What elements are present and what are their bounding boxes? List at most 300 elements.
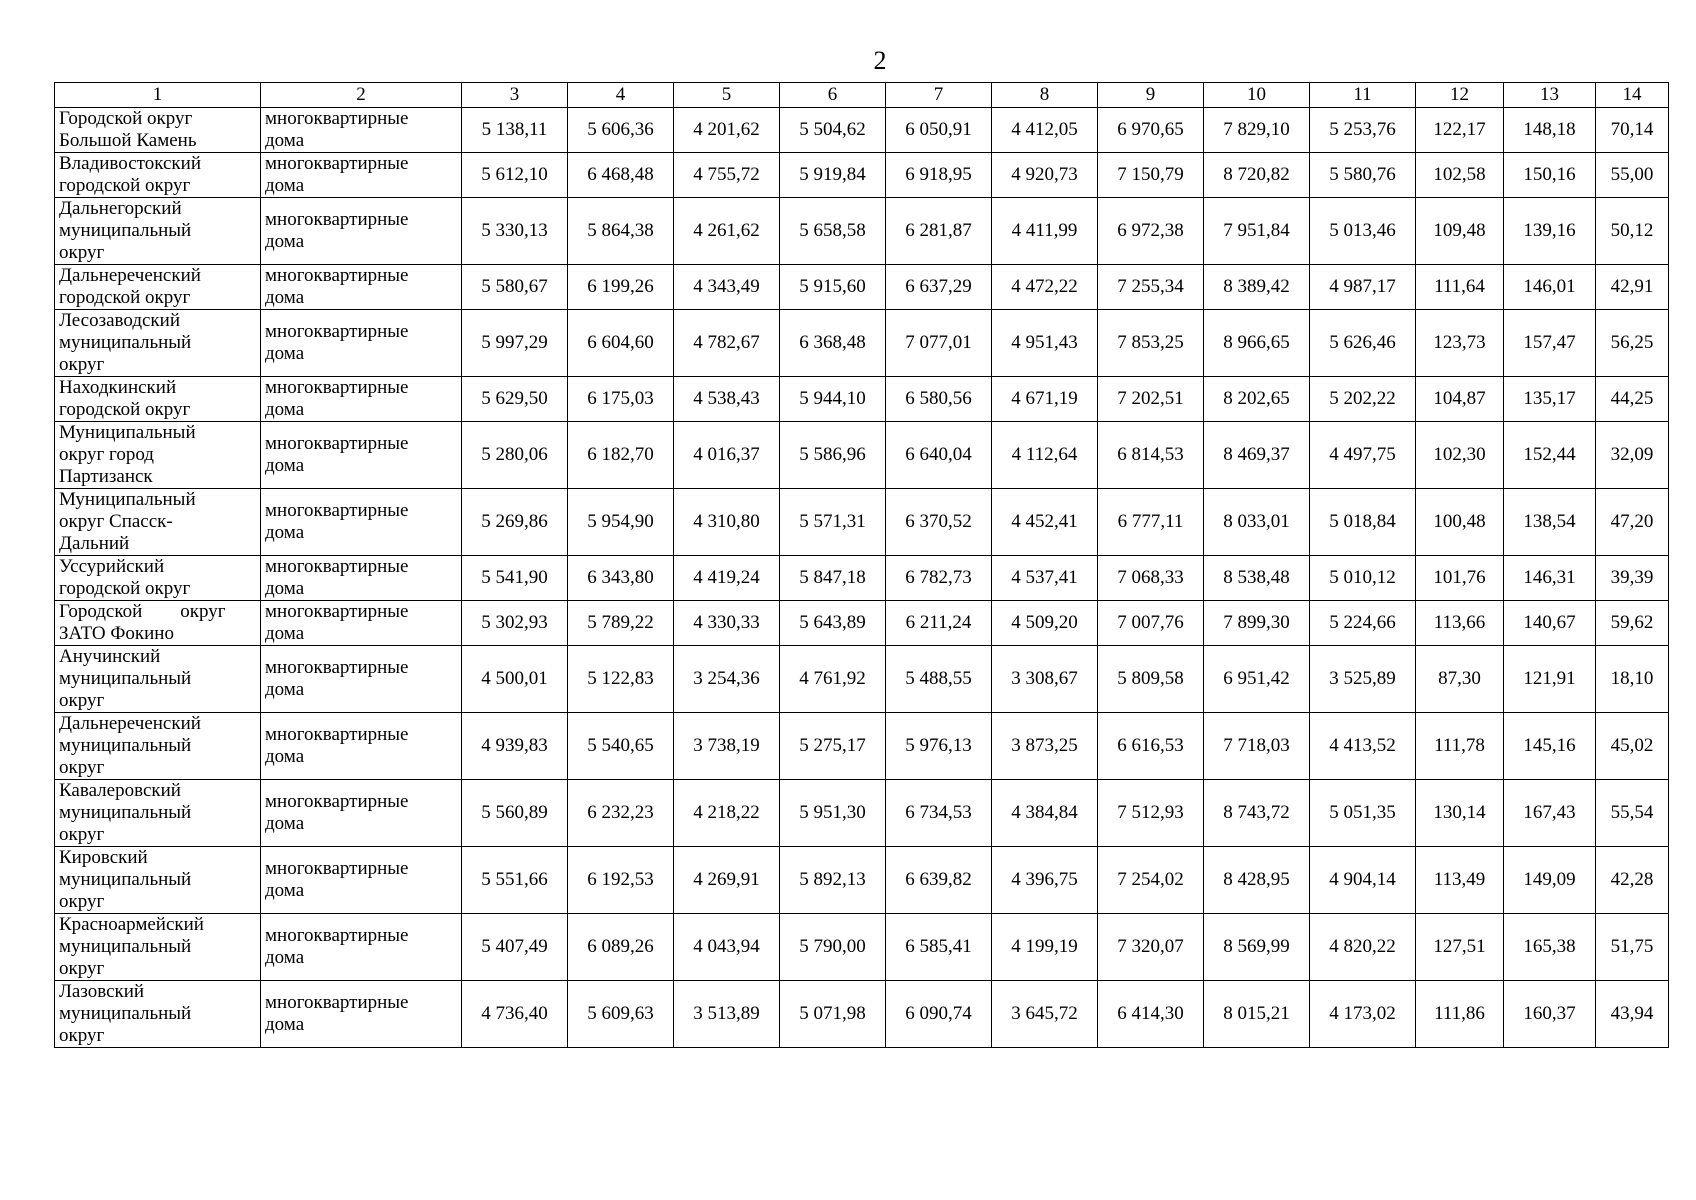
housing-type-line: дома — [265, 522, 305, 543]
housing-type-line: дома — [265, 231, 305, 252]
value-cell: 5 571,31 — [780, 489, 886, 556]
value-cell: 4 472,22 — [992, 265, 1098, 310]
value-cell: 4 343,49 — [674, 265, 780, 310]
value-cell: 5 658,58 — [780, 198, 886, 265]
value-cell: 5 138,11 — [462, 108, 568, 153]
value-cell: 3 513,89 — [674, 981, 780, 1048]
column-number-header: 7 — [886, 83, 992, 108]
municipality-name-line: муниципальный — [59, 802, 192, 823]
header-row — [55, 83, 1669, 108]
value-cell: 8 469,37 — [1204, 422, 1310, 489]
value-cell: 7 077,01 — [886, 310, 992, 377]
value-cell: 8 720,82 — [1204, 153, 1310, 198]
value-cell: 100,48 — [1416, 489, 1504, 556]
value-cell: 6 211,24 — [886, 601, 992, 646]
value-cell: 5 629,50 — [462, 377, 568, 422]
value-cell: 5 224,66 — [1310, 601, 1416, 646]
value-cell: 8 428,95 — [1204, 847, 1310, 914]
column-number-header: 3 — [462, 83, 568, 108]
municipality-name-line: Большой Камень — [59, 130, 197, 151]
municipality-name-line: Городской округ — [59, 601, 226, 622]
value-cell: 56,25 — [1596, 310, 1669, 377]
value-cell: 50,12 — [1596, 198, 1669, 265]
municipality-name-line: городской округ — [59, 399, 191, 420]
municipality-name-line: муниципальный — [59, 668, 192, 689]
housing-type — [261, 713, 462, 780]
municipality-name-line: Городской округ — [59, 108, 193, 129]
value-cell: 113,66 — [1416, 601, 1504, 646]
value-cell: 4 500,01 — [462, 646, 568, 713]
municipality-name-line: муниципальный — [59, 735, 192, 756]
value-cell: 8 569,99 — [1204, 914, 1310, 981]
municipality-name-line: Находкинский — [59, 377, 177, 398]
municipality-name-line: Владивостокский — [59, 153, 201, 174]
housing-type-line: дома — [265, 343, 305, 364]
value-cell: 18,10 — [1596, 646, 1669, 713]
column-number-header: 4 — [568, 83, 674, 108]
value-cell: 6 050,91 — [886, 108, 992, 153]
value-cell: 5 643,89 — [780, 601, 886, 646]
value-cell: 5 540,65 — [568, 713, 674, 780]
value-cell: 167,43 — [1504, 780, 1596, 847]
municipality-name — [55, 422, 261, 489]
column-number-header: 1 — [55, 83, 261, 108]
housing-type — [261, 422, 462, 489]
value-cell: 6 090,74 — [886, 981, 992, 1048]
value-cell: 5 253,76 — [1310, 108, 1416, 153]
housing-type — [261, 556, 462, 601]
value-cell: 6 970,65 — [1098, 108, 1204, 153]
value-cell: 7 007,76 — [1098, 601, 1204, 646]
value-cell: 45,02 — [1596, 713, 1669, 780]
housing-type-line: дома — [265, 813, 305, 834]
housing-type-line: многоквартирные — [265, 265, 409, 286]
municipality-name — [55, 153, 261, 198]
value-cell: 6 734,53 — [886, 780, 992, 847]
value-cell: 5 580,76 — [1310, 153, 1416, 198]
municipality-name-line: округ — [59, 1025, 105, 1046]
value-cell: 5 864,38 — [568, 198, 674, 265]
value-cell: 3 645,72 — [992, 981, 1098, 1048]
municipality-name — [55, 646, 261, 713]
municipality-name-line: округ город — [59, 444, 154, 465]
municipality-name-line: Дальнереченский — [59, 265, 201, 286]
value-cell: 5 809,58 — [1098, 646, 1204, 713]
housing-type — [261, 914, 462, 981]
housing-type-line: дома — [265, 175, 305, 196]
value-cell: 47,20 — [1596, 489, 1669, 556]
value-cell: 3 308,67 — [992, 646, 1098, 713]
value-cell: 4 384,84 — [992, 780, 1098, 847]
municipality-name — [55, 601, 261, 646]
value-cell: 6 639,82 — [886, 847, 992, 914]
municipality-name-line: муниципальный — [59, 936, 192, 957]
housing-type — [261, 265, 462, 310]
municipality-name — [55, 713, 261, 780]
value-cell: 4 396,75 — [992, 847, 1098, 914]
housing-type-line: многоквартирные — [265, 556, 409, 577]
housing-type-line: дома — [265, 623, 305, 644]
value-cell: 7 718,03 — [1204, 713, 1310, 780]
value-cell: 4 497,75 — [1310, 422, 1416, 489]
value-cell: 152,44 — [1504, 422, 1596, 489]
housing-type — [261, 377, 462, 422]
housing-type-line: дома — [265, 679, 305, 700]
value-cell: 5 951,30 — [780, 780, 886, 847]
table-row — [55, 914, 1669, 981]
value-cell: 4 411,99 — [992, 198, 1098, 265]
value-cell: 5 944,10 — [780, 377, 886, 422]
value-cell: 6 585,41 — [886, 914, 992, 981]
value-cell: 6 918,95 — [886, 153, 992, 198]
column-number-header: 10 — [1204, 83, 1310, 108]
value-cell: 139,16 — [1504, 198, 1596, 265]
column-number-header: 14 — [1596, 83, 1669, 108]
value-cell: 4 112,64 — [992, 422, 1098, 489]
housing-type-line: дома — [265, 880, 305, 901]
value-cell: 160,37 — [1504, 981, 1596, 1048]
value-cell: 5 892,13 — [780, 847, 886, 914]
value-cell: 5 407,49 — [462, 914, 568, 981]
value-cell: 87,30 — [1416, 646, 1504, 713]
value-cell: 8 538,48 — [1204, 556, 1310, 601]
housing-type — [261, 310, 462, 377]
value-cell: 5 606,36 — [568, 108, 674, 153]
value-cell: 5 504,62 — [780, 108, 886, 153]
value-cell: 6 468,48 — [568, 153, 674, 198]
value-cell: 39,39 — [1596, 556, 1669, 601]
municipality-name-line: муниципальный — [59, 869, 192, 890]
column-number-header: 12 — [1416, 83, 1504, 108]
housing-type-line: дома — [265, 287, 305, 308]
value-cell: 4 509,20 — [992, 601, 1098, 646]
value-cell: 101,76 — [1416, 556, 1504, 601]
value-cell: 6 175,03 — [568, 377, 674, 422]
municipality-name — [55, 556, 261, 601]
value-cell: 5 330,13 — [462, 198, 568, 265]
value-cell: 5 051,35 — [1310, 780, 1416, 847]
value-cell: 55,00 — [1596, 153, 1669, 198]
value-cell: 140,67 — [1504, 601, 1596, 646]
value-cell: 3 873,25 — [992, 713, 1098, 780]
value-cell: 146,31 — [1504, 556, 1596, 601]
value-cell: 7 068,33 — [1098, 556, 1204, 601]
value-cell: 5 302,93 — [462, 601, 568, 646]
value-cell: 4 199,19 — [992, 914, 1098, 981]
municipality-name — [55, 377, 261, 422]
value-cell: 6 580,56 — [886, 377, 992, 422]
municipality-name-line: округ — [59, 824, 105, 845]
housing-type-line: многоквартирные — [265, 321, 409, 342]
value-cell: 6 414,30 — [1098, 981, 1204, 1048]
value-cell: 122,17 — [1416, 108, 1504, 153]
housing-type-line: многоквартирные — [265, 153, 409, 174]
housing-type-line: многоквартирные — [265, 657, 409, 678]
table-row — [55, 601, 1669, 646]
value-cell: 4 951,43 — [992, 310, 1098, 377]
value-cell: 121,91 — [1504, 646, 1596, 713]
municipality-name-line: округ — [59, 757, 105, 778]
value-cell: 5 488,55 — [886, 646, 992, 713]
municipality-name-line: муниципальный — [59, 332, 192, 353]
housing-type — [261, 601, 462, 646]
value-cell: 43,94 — [1596, 981, 1669, 1048]
table-row — [55, 310, 1669, 377]
municipality-name — [55, 265, 261, 310]
value-cell: 6 089,26 — [568, 914, 674, 981]
municipality-name — [55, 198, 261, 265]
value-cell: 4 269,91 — [674, 847, 780, 914]
value-cell: 148,18 — [1504, 108, 1596, 153]
value-cell: 8 202,65 — [1204, 377, 1310, 422]
table-row — [55, 713, 1669, 780]
municipality-name-line: городской округ — [59, 578, 191, 599]
value-cell: 6 814,53 — [1098, 422, 1204, 489]
value-cell: 7 951,84 — [1204, 198, 1310, 265]
municipality-name — [55, 847, 261, 914]
value-cell: 8 743,72 — [1204, 780, 1310, 847]
value-cell: 4 043,94 — [674, 914, 780, 981]
value-cell: 42,91 — [1596, 265, 1669, 310]
value-cell: 6 370,52 — [886, 489, 992, 556]
value-cell: 165,38 — [1504, 914, 1596, 981]
housing-type — [261, 646, 462, 713]
value-cell: 59,62 — [1596, 601, 1669, 646]
table-row — [55, 265, 1669, 310]
tariff-table — [54, 82, 1669, 1048]
column-number-header: 5 — [674, 83, 780, 108]
housing-type — [261, 847, 462, 914]
value-cell: 6 192,53 — [568, 847, 674, 914]
housing-type-line: дома — [265, 455, 305, 476]
value-cell: 111,86 — [1416, 981, 1504, 1048]
value-cell: 8 389,42 — [1204, 265, 1310, 310]
housing-type-line: многоквартирные — [265, 992, 409, 1013]
value-cell: 4 310,80 — [674, 489, 780, 556]
municipality-name-line: муниципальный — [59, 220, 192, 241]
housing-type — [261, 108, 462, 153]
value-cell: 6 951,42 — [1204, 646, 1310, 713]
value-cell: 7 150,79 — [1098, 153, 1204, 198]
value-cell: 150,16 — [1504, 153, 1596, 198]
value-cell: 5 609,63 — [568, 981, 674, 1048]
housing-type — [261, 780, 462, 847]
municipality-name-line: округ Спасск- — [59, 511, 173, 532]
value-cell: 157,47 — [1504, 310, 1596, 377]
value-cell: 5 280,06 — [462, 422, 568, 489]
value-cell: 3 738,19 — [674, 713, 780, 780]
value-cell: 5 071,98 — [780, 981, 886, 1048]
housing-type-line: дома — [265, 578, 305, 599]
value-cell: 51,75 — [1596, 914, 1669, 981]
value-cell: 4 538,43 — [674, 377, 780, 422]
value-cell: 104,87 — [1416, 377, 1504, 422]
table-row — [55, 981, 1669, 1048]
value-cell: 7 853,25 — [1098, 310, 1204, 377]
value-cell: 4 987,17 — [1310, 265, 1416, 310]
value-cell: 32,09 — [1596, 422, 1669, 489]
value-cell: 4 920,73 — [992, 153, 1098, 198]
housing-type-line: многоквартирные — [265, 108, 409, 129]
value-cell: 5 122,83 — [568, 646, 674, 713]
value-cell: 7 255,34 — [1098, 265, 1204, 310]
value-cell: 5 560,89 — [462, 780, 568, 847]
housing-type-line: дома — [265, 1014, 305, 1035]
table-row — [55, 422, 1669, 489]
value-cell: 4 452,41 — [992, 489, 1098, 556]
value-cell: 4 671,19 — [992, 377, 1098, 422]
housing-type-line: многоквартирные — [265, 791, 409, 812]
housing-type — [261, 153, 462, 198]
municipality-name-line: округ — [59, 354, 105, 375]
value-cell: 6 368,48 — [780, 310, 886, 377]
value-cell: 5 976,13 — [886, 713, 992, 780]
housing-type-line: дома — [265, 130, 305, 151]
housing-type-line: многоквартирные — [265, 377, 409, 398]
housing-type — [261, 981, 462, 1048]
value-cell: 111,78 — [1416, 713, 1504, 780]
value-cell: 5 010,12 — [1310, 556, 1416, 601]
value-cell: 4 537,41 — [992, 556, 1098, 601]
value-cell: 5 789,22 — [568, 601, 674, 646]
housing-type-line: многоквартирные — [265, 724, 409, 745]
housing-type-line: многоквартирные — [265, 601, 409, 622]
municipality-name-line: округ — [59, 242, 105, 263]
value-cell: 149,09 — [1504, 847, 1596, 914]
value-cell: 70,14 — [1596, 108, 1669, 153]
value-cell: 8 033,01 — [1204, 489, 1310, 556]
value-cell: 135,17 — [1504, 377, 1596, 422]
municipality-name-line: Муниципальный — [59, 422, 196, 443]
value-cell: 5 580,67 — [462, 265, 568, 310]
municipality-name — [55, 108, 261, 153]
municipality-name — [55, 981, 261, 1048]
value-cell: 138,54 — [1504, 489, 1596, 556]
value-cell: 4 736,40 — [462, 981, 568, 1048]
value-cell: 6 777,11 — [1098, 489, 1204, 556]
municipality-name-line: округ — [59, 958, 105, 979]
value-cell: 5 018,84 — [1310, 489, 1416, 556]
value-cell: 5 541,90 — [462, 556, 568, 601]
value-cell: 4 016,37 — [674, 422, 780, 489]
value-cell: 109,48 — [1416, 198, 1504, 265]
value-cell: 5 919,84 — [780, 153, 886, 198]
housing-type-line: дома — [265, 399, 305, 420]
value-cell: 5 847,18 — [780, 556, 886, 601]
table-row — [55, 489, 1669, 556]
housing-type-line: многоквартирные — [265, 433, 409, 454]
value-cell: 6 232,23 — [568, 780, 674, 847]
value-cell: 3 254,36 — [674, 646, 780, 713]
municipality-name-line: городской округ — [59, 175, 191, 196]
value-cell: 130,14 — [1416, 780, 1504, 847]
municipality-name-line: округ — [59, 891, 105, 912]
municipality-name-line: Дальний — [59, 533, 130, 554]
value-cell: 4 820,22 — [1310, 914, 1416, 981]
value-cell: 5 997,29 — [462, 310, 568, 377]
value-cell: 5 586,96 — [780, 422, 886, 489]
municipality-name-line: Уссурийский — [59, 556, 165, 577]
table-row — [55, 556, 1669, 601]
value-cell: 55,54 — [1596, 780, 1669, 847]
value-cell: 7 254,02 — [1098, 847, 1204, 914]
municipality-name-line: Анучинский — [59, 646, 161, 667]
value-cell: 5 202,22 — [1310, 377, 1416, 422]
value-cell: 5 013,46 — [1310, 198, 1416, 265]
value-cell: 5 275,17 — [780, 713, 886, 780]
value-cell: 44,25 — [1596, 377, 1669, 422]
value-cell: 5 915,60 — [780, 265, 886, 310]
table-row — [55, 108, 1669, 153]
municipality-name — [55, 914, 261, 981]
housing-type-line: многоквартирные — [265, 925, 409, 946]
column-number-header: 2 — [261, 83, 462, 108]
value-cell: 4 261,62 — [674, 198, 780, 265]
value-cell: 6 281,87 — [886, 198, 992, 265]
housing-type-line: многоквартирные — [265, 209, 409, 230]
value-cell: 5 612,10 — [462, 153, 568, 198]
value-cell: 4 218,22 — [674, 780, 780, 847]
municipality-name-line: муниципальный — [59, 1003, 192, 1024]
table-row — [55, 198, 1669, 265]
value-cell: 6 782,73 — [886, 556, 992, 601]
housing-type — [261, 489, 462, 556]
table-row — [55, 646, 1669, 713]
value-cell: 6 637,29 — [886, 265, 992, 310]
column-number-header: 11 — [1310, 83, 1416, 108]
municipality-name-line: Муниципальный — [59, 489, 196, 510]
value-cell: 7 899,30 — [1204, 601, 1310, 646]
value-cell: 5 626,46 — [1310, 310, 1416, 377]
value-cell: 7 512,93 — [1098, 780, 1204, 847]
value-cell: 42,28 — [1596, 847, 1669, 914]
value-cell: 6 616,53 — [1098, 713, 1204, 780]
value-cell: 4 412,05 — [992, 108, 1098, 153]
value-cell: 123,73 — [1416, 310, 1504, 377]
table-row — [55, 847, 1669, 914]
value-cell: 127,51 — [1416, 914, 1504, 981]
value-cell: 4 419,24 — [674, 556, 780, 601]
housing-type-line: дома — [265, 947, 305, 968]
value-cell: 8 966,65 — [1204, 310, 1310, 377]
column-number-header: 6 — [780, 83, 886, 108]
municipality-name — [55, 489, 261, 556]
value-cell: 5 954,90 — [568, 489, 674, 556]
value-cell: 4 173,02 — [1310, 981, 1416, 1048]
value-cell: 6 343,80 — [568, 556, 674, 601]
value-cell: 102,58 — [1416, 153, 1504, 198]
municipality-name-line: Партизанск — [59, 466, 153, 487]
municipality-name-line: Красноармейский — [59, 914, 204, 935]
value-cell: 4 939,83 — [462, 713, 568, 780]
municipality-name-line: Лесозаводский — [59, 310, 180, 331]
municipality-name — [55, 780, 261, 847]
value-cell: 6 199,26 — [568, 265, 674, 310]
value-cell: 145,16 — [1504, 713, 1596, 780]
value-cell: 146,01 — [1504, 265, 1596, 310]
column-number-header: 9 — [1098, 83, 1204, 108]
value-cell: 6 604,60 — [568, 310, 674, 377]
value-cell: 5 551,66 — [462, 847, 568, 914]
value-cell: 7 320,07 — [1098, 914, 1204, 981]
column-number-header: 8 — [992, 83, 1098, 108]
municipality-name-line: Дальнегорский — [59, 198, 182, 219]
table-row — [55, 377, 1669, 422]
municipality-name-line: городской округ — [59, 287, 191, 308]
value-cell: 7 202,51 — [1098, 377, 1204, 422]
column-number-header: 13 — [1504, 83, 1596, 108]
value-cell: 6 182,70 — [568, 422, 674, 489]
